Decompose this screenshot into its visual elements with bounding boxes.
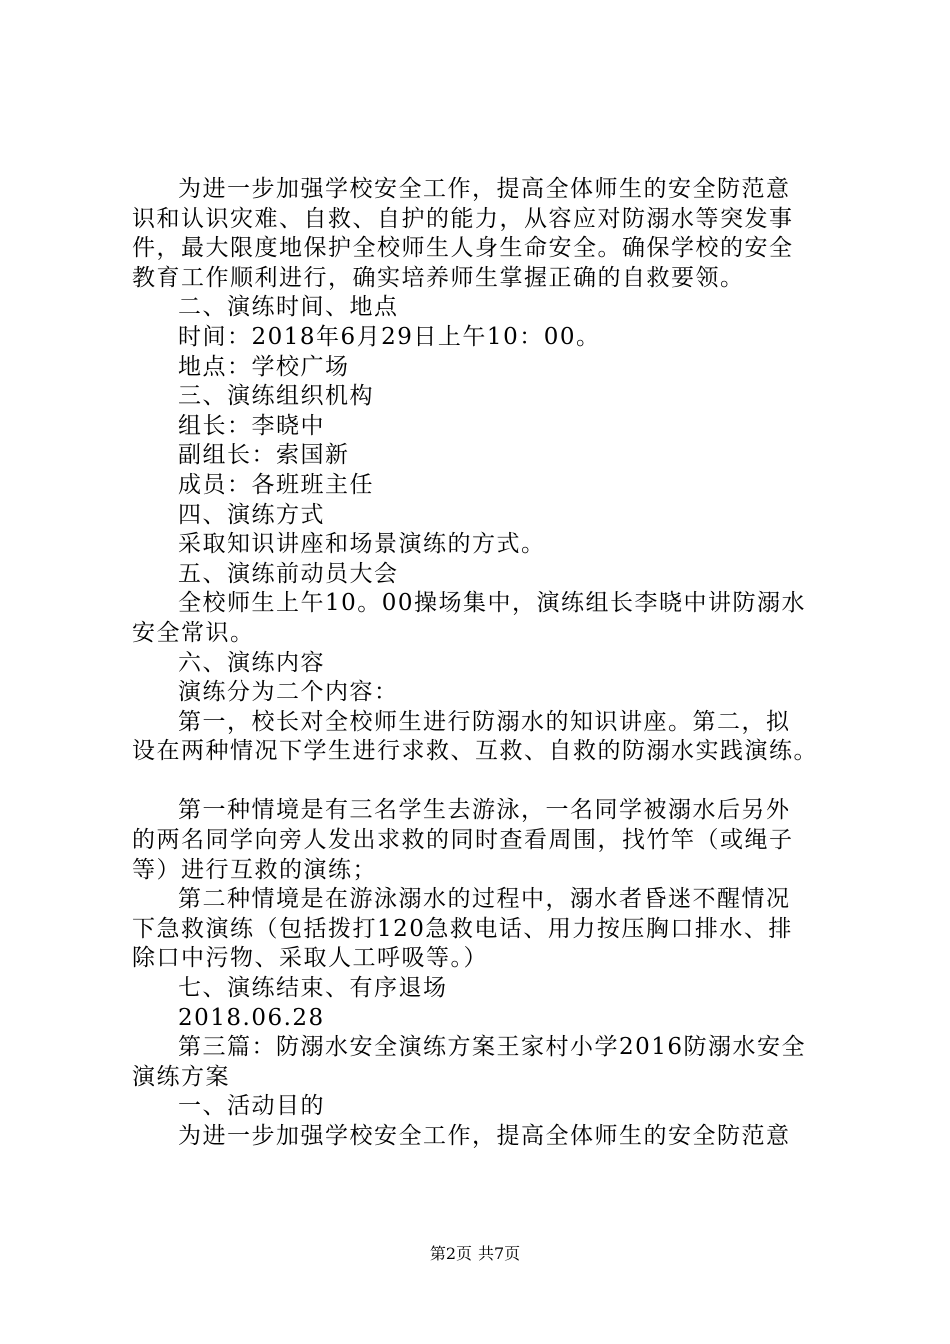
blank-line — [132, 767, 852, 797]
paragraph-line: 地点：学校广场 — [178, 353, 350, 380]
paragraph-line: 时间：2018年6月29日上午10：00。 — [178, 323, 601, 350]
paragraph-line: 为进一步加强学校安全工作，提高全体师生的安全防范意 — [178, 1123, 791, 1149]
paragraph-line: 组长：李晓中 — [178, 412, 325, 439]
chapter-heading: 第三篇：防溺水安全演练方案王家村小学2016防溺水安全 — [178, 1034, 807, 1061]
chapter-heading: 演练方案 — [132, 1063, 230, 1090]
paragraph-line: 等）进行互救的演练； — [132, 856, 377, 883]
date-line: 2018.06.28 — [178, 1004, 325, 1031]
section-heading: 一、活动目的 — [178, 1093, 325, 1120]
document-body — [132, 175, 852, 1152]
paragraph-line: 教育工作顺利进行，确实培养师生掌握正确的自救要领。 — [132, 264, 745, 291]
paragraph-line: 演练分为二个内容： — [178, 679, 399, 706]
paragraph-line: 第二种情境是在游泳溺水的过程中，溺水者昏迷不醒情况 — [178, 886, 791, 913]
section-heading: 二、演练时间、地点 — [178, 294, 399, 321]
section-heading: 三、演练组织机构 — [178, 383, 374, 410]
paragraph-line: 的两名同学向旁人发出求救的同时查看周围，找竹竿（或绳子 — [132, 827, 794, 854]
paragraph-line: 副组长：索国新 — [178, 442, 350, 469]
section-heading: 六、演练内容 — [178, 649, 325, 676]
paragraph-line: 全校师生上午10。00操场集中，演练组长李晓中讲防溺水 — [178, 590, 807, 617]
paragraph-line: 第一种情境是有三名学生去游泳，一名同学被溺水后另外 — [178, 797, 791, 824]
paragraph-line: 成员：各班班主任 — [178, 471, 374, 498]
page-number: 第2页 — [429, 1244, 472, 1263]
page-total: 共7页 — [478, 1244, 521, 1263]
section-heading: 五、演练前动员大会 — [178, 560, 399, 587]
paragraph-line: 第一，校长对全校师生进行防溺水的知识讲座。第二，拟 — [178, 708, 791, 735]
paragraph-line: 除口中污物、采取人工呼吸等。） — [132, 945, 488, 972]
paragraph-line: 识和认识灾难、自救、自护的能力，从容应对防溺水等突发事 — [132, 205, 794, 232]
paragraph-line: 采取知识讲座和场景演练的方式。 — [178, 531, 546, 558]
paragraph-line: 为进一步加强学校安全工作，提高全体师生的安全防范意 — [178, 176, 791, 202]
paragraph-line: 设在两种情况下学生进行求救、互救、自救的防溺水实践演练。 — [132, 738, 818, 765]
section-heading: 七、演练结束、有序退场 — [178, 975, 448, 1002]
paragraph-line: 安全常识。 — [132, 619, 255, 646]
paragraph-line: 件，最大限度地保护全校师生人身生命安全。确保学校的安全 — [132, 235, 794, 262]
section-heading: 四、演练方式 — [178, 501, 325, 528]
paragraph-line: 下急救演练（包括拨打120急救电话、用力按压胸口排水、排 — [132, 915, 793, 942]
page-footer — [0, 1243, 950, 1265]
